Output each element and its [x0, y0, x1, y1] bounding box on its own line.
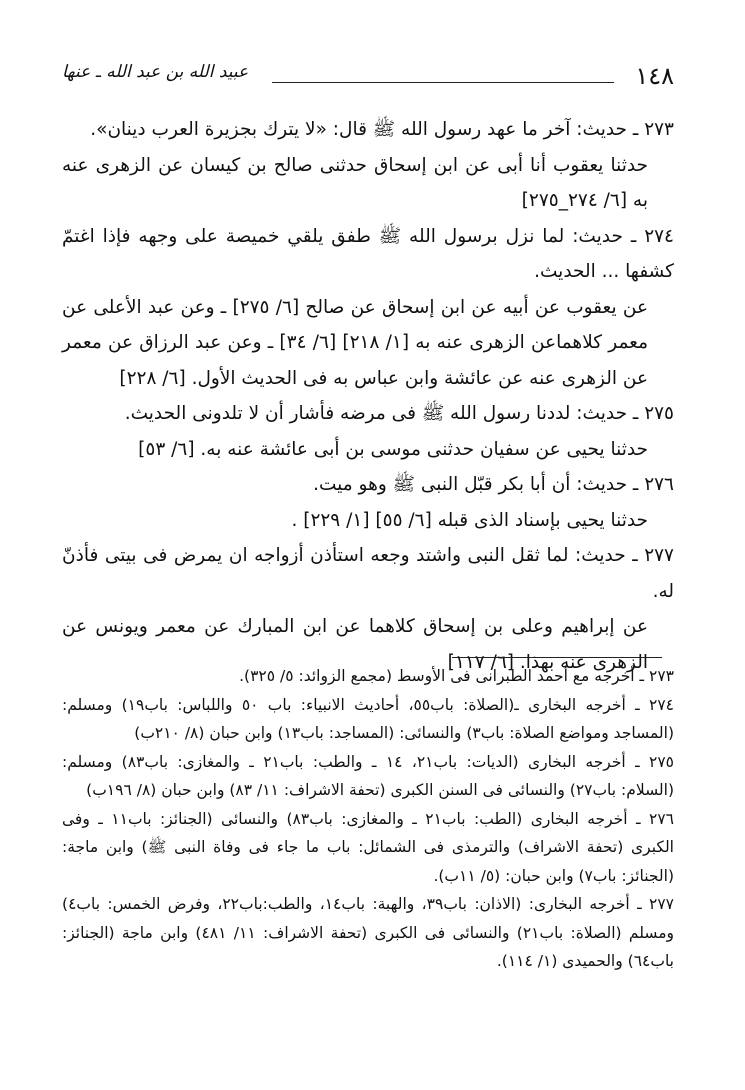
hadith-274-title: ٢٧٤ ـ حديث: لما نزل برسول الله ﷺ طفق يلقي خميصة على وجهه فإذا اغتمّ كشفها ... الحديث. — [62, 225, 674, 282]
hadith-273-title: ٢٧٣ ـ حديث: آخر ما عهد رسول الله ﷺ قال: «لا يترك بجزيرة العرب دينان». — [90, 119, 674, 140]
hadith-276-title: ٢٧٦ ـ حديث: أن أبا بكر قبّل النبى ﷺ وهو ميت. — [313, 474, 674, 495]
main-text — [62, 112, 674, 680]
hadith-275-isnad: حدثنا يحيى عن سفيان حدثنى موسى بن أبى عائشة عنه به. [٦/ ٥٣] — [138, 438, 648, 460]
hadith-275-title: ٢٧٥ ـ حديث: لددنا رسول الله ﷺ فى مرضه فأشار أن لا تلدونى الحديث. — [124, 403, 674, 424]
header-rule — [272, 82, 614, 83]
running-title: عبيد الله بن عبد الله ـ عنها — [62, 62, 249, 82]
footnotes — [62, 662, 674, 976]
page-header — [62, 60, 674, 94]
hadith-274-isnad: عن يعقوب عن أبيه عن ابن إسحاق عن صالح [٦/ ٢٧٥] ـ وعن عبد الأعلى عن معمر كلاهماعن الزهرى عنه به [١/ ٢١٨] [٦/ ٣٤] ـ وعن عبد الرزاق عن معمر عن الزهرى عنه عن عائشة وابن عباس به فى الحديث الأول. [٦/ ٢٢٨] — [62, 296, 648, 389]
hadith-276-isnad: حدثنا يحيى بإسناد الذى قبله [٦/ ٥٥] [١/ ٢٢٩] . — [291, 509, 648, 531]
hadith-273-isnad: حدثنا يعقوب أنا أبى عن ابن إسحاق حدثنى صالح بن كيسان عن الزهرى عنه به [٦/ ٢٧٤_٢٧٥] — [62, 154, 648, 211]
footnote-275: ٢٧٥ ـ أخرجه البخارى (الديات: باب٢١، ١٤ ـ والطب: باب٢١ ـ والمغازى: باب٨٣) ومسلم: (السلام: باب٢٧) والنسائى فى السنن الكبرى (تحفة الاشراف: ١١/ ٨٣) وابن حبان (٨/ ١٩٦ب) — [62, 752, 674, 799]
footnote-rule — [452, 657, 662, 658]
footnote-274: ٢٧٤ ـ أخرجه البخارى ـ(الصلاة: باب٥٥، أحاديث الانبياء: باب ٥٠ واللباس: باب١٩) ومسلم: (المساجد ومواضع الصلاة: باب٣) والنسائى: (المساجد: باب١٣) وابن حبان (٨/ ٢١٠ب) — [62, 695, 675, 742]
hadith-277-isnad: عن إبراهيم وعلى بن إسحاق كلاهما عن ابن المبارك عن معمر ويونس عن الزهرى عنه بهذا. [٦/ ١١٧] — [62, 616, 648, 673]
page-number: ١٤٨ — [635, 62, 674, 90]
footnote-276: ٢٧٦ ـ أخرجه البخارى (الطب: باب٢١ ـ والمغازى: باب٨٣) والنسائى (الجنائز: باب١١ ـ وفى الكبرى (تحفة الاشراف) والترمذى فى الشمائل: باب ما جاء فى وفاة النبى ﷺ) وابن ماجة: (الجنائز: باب٧) وابن حبان: (٥/ ١١ب). — [62, 809, 674, 885]
hadith-277-title: ٢٧٧ ـ حديث: لما ثقل النبى واشتد وجعه استأذن أزواجه ان يمرض فى بيتى فأذنّ له. — [62, 545, 674, 602]
footnote-273: ٢٧٣ ـ أخرجه مع أحمد الطبرانى فى الأوسط (مجمع الزوائد: ٥/ ٣٢٥). — [239, 667, 674, 685]
footnote-277: ٢٧٧ ـ أخرجه البخارى: (الاذان: باب٣٩، والهبة: باب١٤، والطب:باب٢٢، وفرض الخمس: باب٤) ومسلم (الصلاة: باب٢١) والنسائى فى الكبرى (تحفة الاشراف: ١١/ ٤٨١) وابن ماجة (الجنائز: باب٦٤) والحميدى (١/ ١١٤). — [62, 895, 675, 970]
